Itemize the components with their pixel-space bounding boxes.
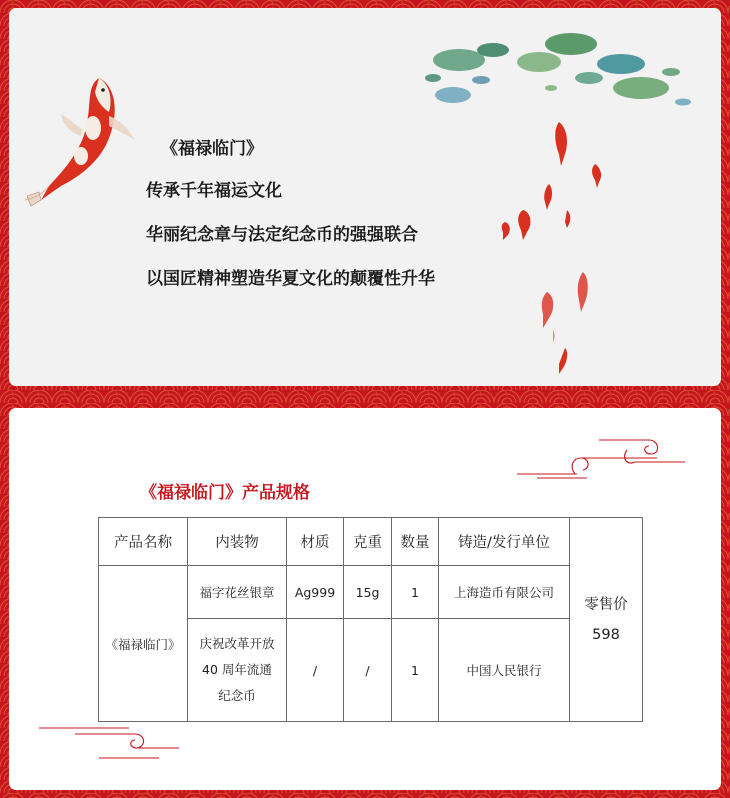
- slogan-product-name: 《福禄临门》: [161, 139, 263, 159]
- intro-panel: [9, 8, 721, 386]
- issuer-cell: 中国人民银行: [439, 619, 570, 722]
- content-line: 庆祝改革开放: [199, 636, 275, 651]
- spec-panel: [9, 408, 721, 790]
- lotus-leaves-illustration: [421, 30, 691, 115]
- quantity-cell: 1: [392, 619, 439, 722]
- slogan-craftsmanship: 以国匠精神塑造华夏文化的颠覆性升华: [146, 269, 435, 289]
- spec-title: 《福禄临门》产品规格: [140, 483, 310, 503]
- weight-cell: /: [344, 619, 392, 722]
- column-header: 内装物: [188, 518, 287, 566]
- price-cell: [570, 518, 643, 722]
- column-header: 铸造/发行单位: [439, 518, 570, 566]
- auspicious-cloud-line-icon: [39, 722, 189, 766]
- spec-table: [98, 517, 643, 722]
- content-cell: [188, 619, 287, 722]
- price-label: 零售价: [584, 596, 628, 613]
- small-fish-school-illustration: [487, 116, 627, 376]
- content-cell: 福字花丝银章: [188, 566, 287, 619]
- weight-cell: 15g: [344, 566, 392, 619]
- table-row: [99, 566, 643, 619]
- koi-fish-illustration: [21, 68, 141, 208]
- quantity-cell: 1: [392, 566, 439, 619]
- issuer-cell: 上海造币有限公司: [439, 566, 570, 619]
- column-header: 产品名称: [99, 518, 188, 566]
- price-value: 598: [592, 626, 620, 643]
- table-header-row: [99, 518, 643, 566]
- material-cell: /: [287, 619, 344, 722]
- slogan-culture: 传承千年福运文化: [146, 181, 282, 201]
- slogan-union: 华丽纪念章与法定纪念币的强强联合: [146, 225, 418, 245]
- auspicious-cloud-line-icon: [517, 436, 687, 480]
- product-name-cell: 《福禄临门》: [99, 566, 188, 722]
- column-header: 材质: [287, 518, 344, 566]
- column-header: 克重: [344, 518, 392, 566]
- content-line: 40 周年流通: [202, 662, 272, 677]
- column-header: 数量: [392, 518, 439, 566]
- material-cell: Ag999: [287, 566, 344, 619]
- content-line: 纪念币: [218, 688, 256, 703]
